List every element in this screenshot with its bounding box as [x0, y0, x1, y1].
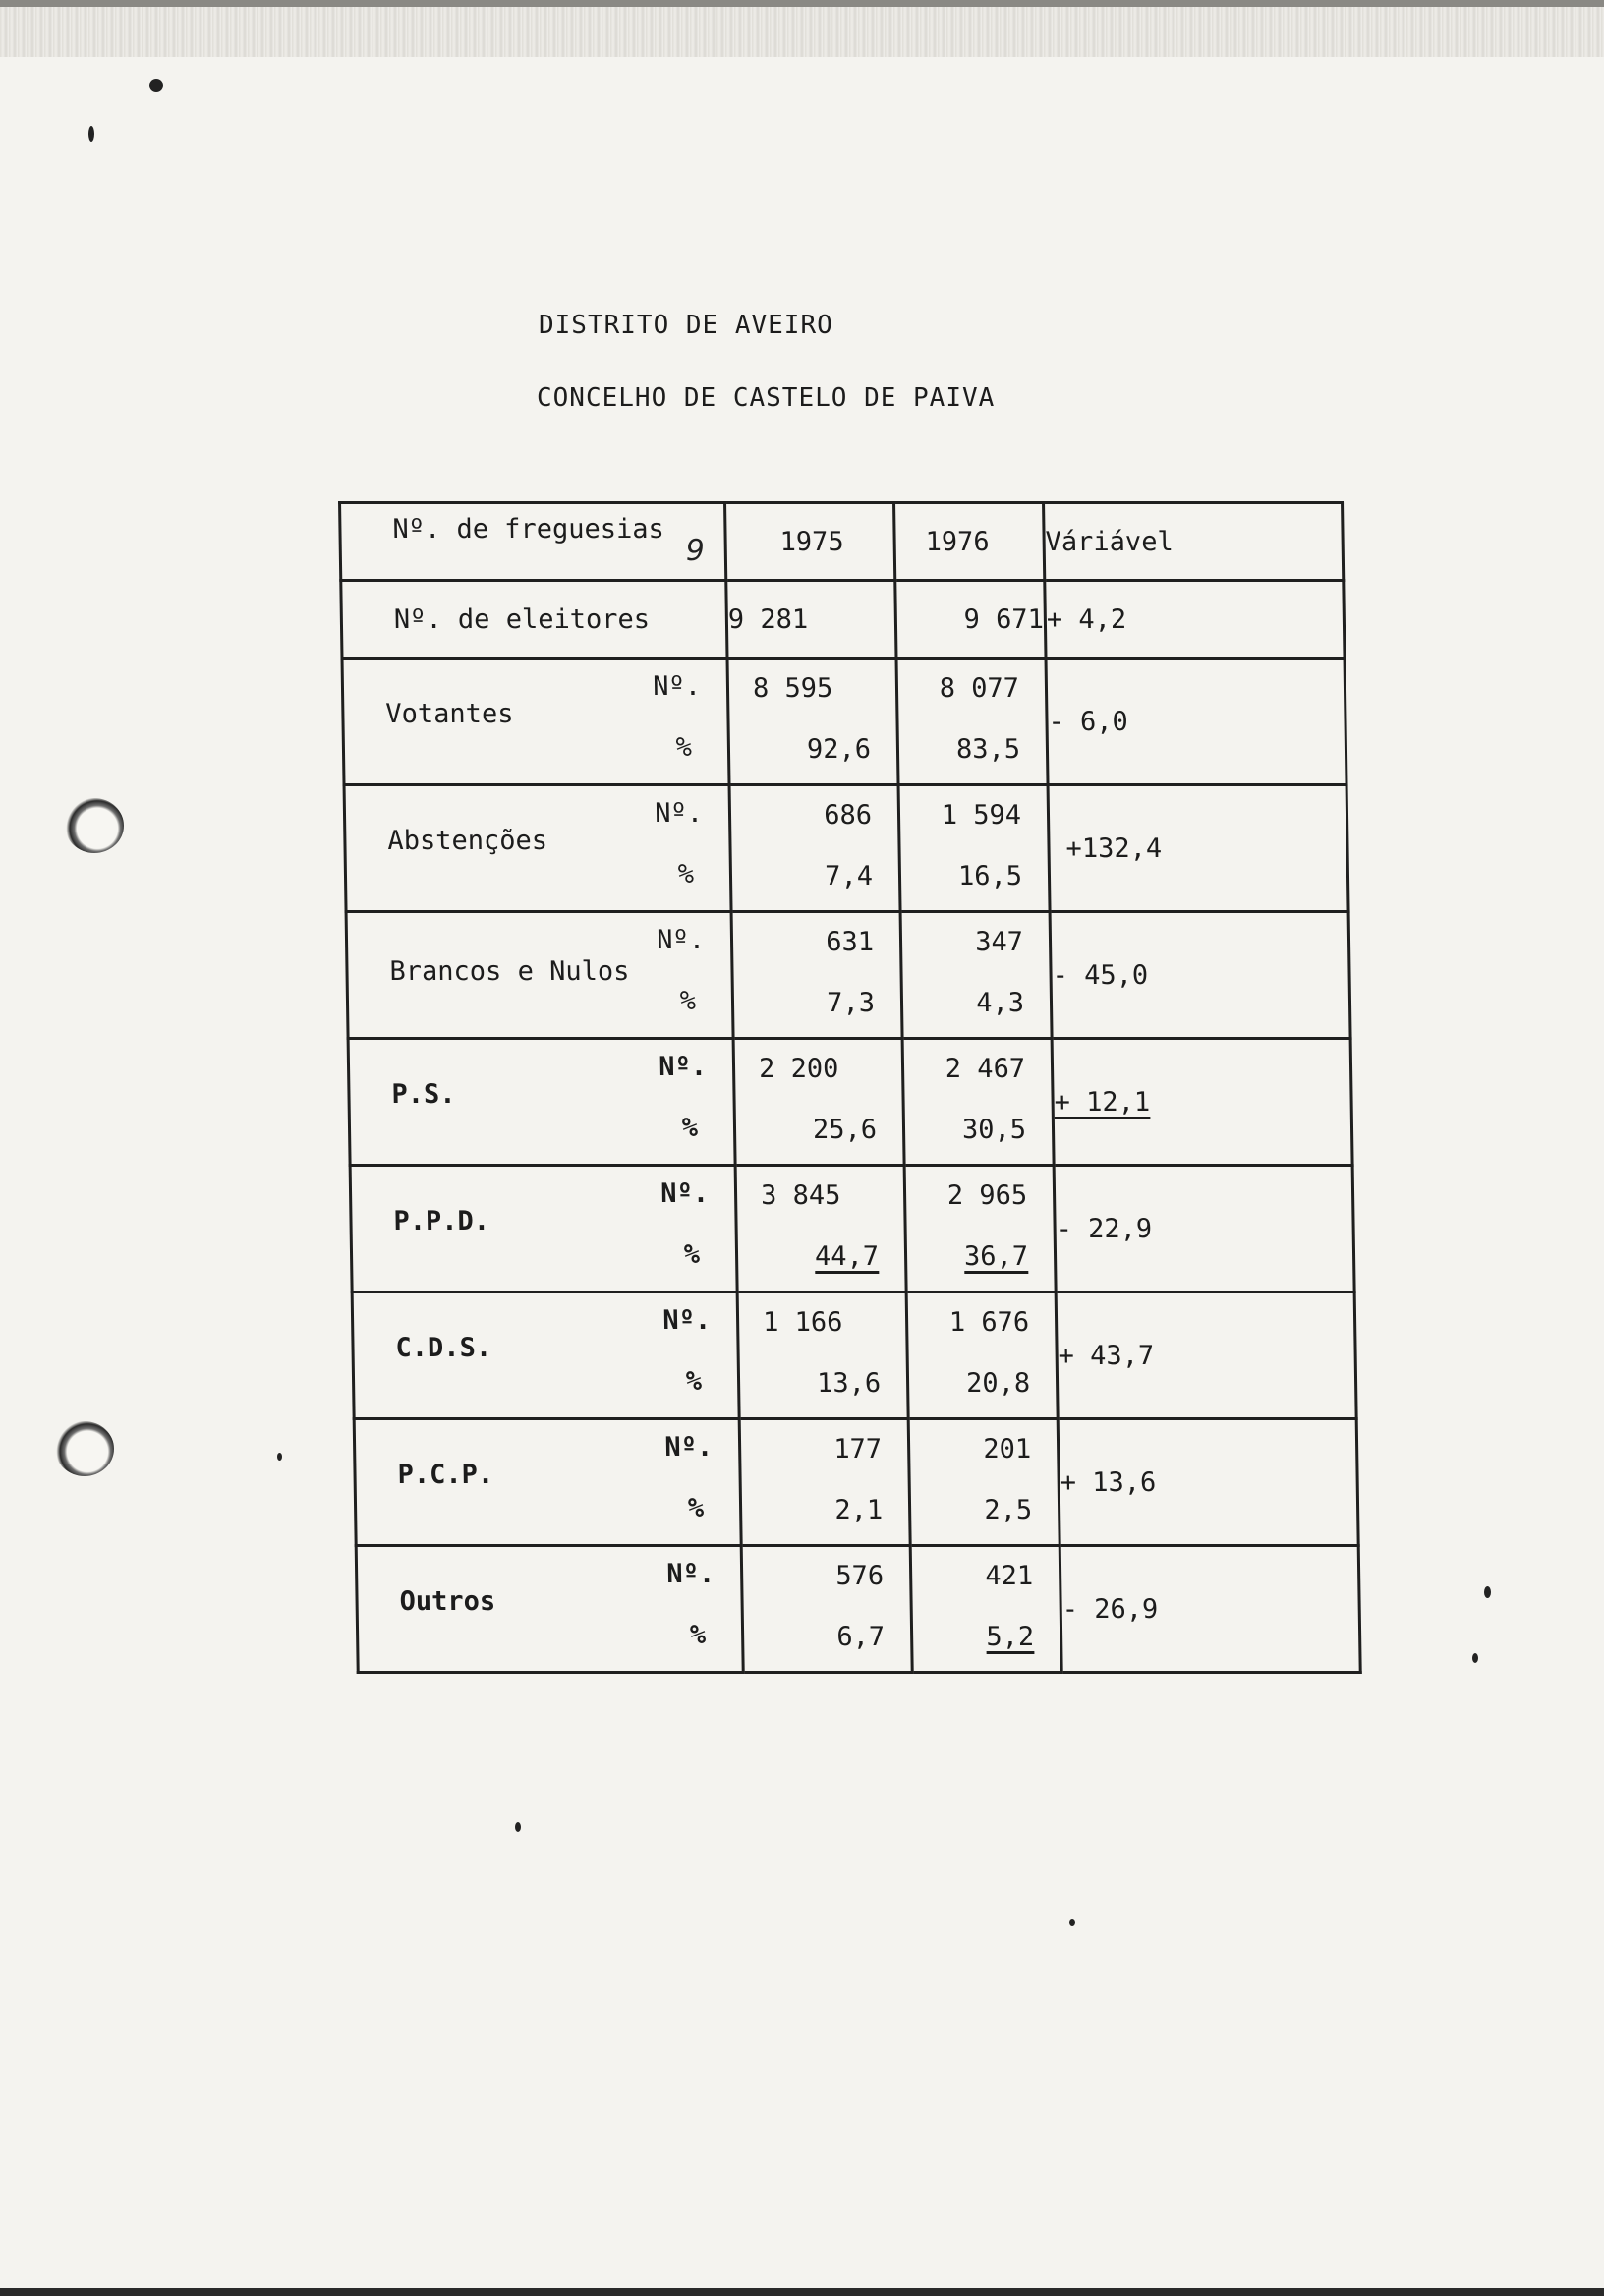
value-no-1975: 2 200 — [758, 1054, 839, 1084]
header-freguesias-cell — [340, 503, 726, 581]
row-pct-label: % — [683, 1239, 701, 1270]
value-pct-1975: 92,6 — [806, 734, 872, 765]
ink-speck — [277, 1453, 282, 1461]
row-label: Abstenções — [387, 826, 548, 856]
table-row — [348, 1039, 1352, 1166]
value-pct-1975: 25,6 — [812, 1115, 878, 1145]
row-label: Outros — [399, 1586, 496, 1617]
value-no-1975: 3 845 — [760, 1180, 841, 1211]
row-no-label: Nº. — [664, 1432, 714, 1463]
row-label: Brancos e Nulos — [389, 956, 630, 987]
table-row-eleitores — [341, 581, 1345, 659]
value-no-1976: 201 — [983, 1434, 1032, 1464]
table-header-row — [340, 503, 1344, 581]
table-row — [346, 912, 1350, 1039]
row-no-label: Nº. — [666, 1559, 716, 1589]
value-pct-1976: 2,5 — [984, 1495, 1033, 1525]
value-no-1976: 8 077 — [939, 673, 1020, 704]
header-year-1975: 1975 — [725, 503, 895, 581]
ink-speck — [1069, 1919, 1075, 1926]
value-pct-1975: 13,6 — [816, 1368, 882, 1399]
value-no-1976: 421 — [985, 1561, 1034, 1591]
ink-speck — [88, 126, 94, 142]
table-row — [344, 785, 1348, 912]
value-variation: - 26,9 — [1060, 1546, 1360, 1673]
value-pct-1975: 7,3 — [826, 988, 876, 1018]
header-freguesias-count: 9 — [685, 534, 706, 568]
eleitores-variation: + 4,2 — [1045, 581, 1345, 659]
value-variation: + 12,1 — [1052, 1039, 1352, 1166]
table-row — [350, 1166, 1354, 1292]
ink-speck — [515, 1822, 521, 1832]
value-pct-1975: 44,7 — [814, 1241, 880, 1272]
table-row — [352, 1292, 1356, 1419]
scan-top-edge — [0, 0, 1604, 7]
value-pct-1975: 6,7 — [836, 1622, 886, 1652]
value-no-1975: 576 — [835, 1561, 885, 1591]
header-freguesias-label: Nº. de freguesias — [392, 514, 665, 545]
scan-top-band — [0, 0, 1604, 57]
row-no-label: Nº. — [654, 798, 704, 829]
row-pct-label: % — [679, 986, 697, 1016]
row-no-label: Nº. — [652, 671, 702, 702]
value-no-1975: 686 — [823, 800, 873, 831]
eleitores-1976: 9 671 — [895, 581, 1046, 659]
value-variation: +132,4 — [1048, 785, 1348, 912]
value-pct-1975: 2,1 — [834, 1495, 884, 1525]
election-results-table — [338, 501, 1362, 1674]
value-pct-1976: 83,5 — [955, 734, 1021, 765]
ink-speck — [1484, 1586, 1491, 1598]
table-row — [342, 659, 1346, 785]
ink-speck — [149, 79, 163, 92]
row-pct-label: % — [685, 1366, 703, 1397]
value-pct-1976: 16,5 — [957, 861, 1023, 891]
row-no-label: Nº. — [659, 1052, 708, 1082]
district-title: DISTRITO DE AVEIRO — [539, 311, 833, 340]
value-no-1975: 1 166 — [762, 1307, 843, 1338]
row-no-label: Nº. — [662, 1305, 712, 1336]
row-label: P.C.P. — [397, 1460, 494, 1490]
row-label: P.S. — [391, 1079, 456, 1110]
value-pct-1975: 7,4 — [824, 861, 874, 891]
row-label: C.D.S. — [395, 1333, 492, 1363]
value-pct-1976: 30,5 — [961, 1115, 1027, 1145]
header-variation: Váriável — [1044, 503, 1344, 581]
row-pct-label: % — [677, 859, 695, 890]
row-label: Votantes — [385, 699, 514, 729]
row-label: P.P.D. — [393, 1206, 490, 1236]
row-pct-label: % — [689, 1620, 707, 1650]
value-no-1976: 1 594 — [941, 800, 1022, 831]
value-no-1975: 631 — [826, 927, 875, 957]
table-row — [356, 1546, 1360, 1673]
value-variation: - 6,0 — [1046, 659, 1346, 785]
value-pct-1976: 20,8 — [965, 1368, 1031, 1399]
value-variation: - 45,0 — [1050, 912, 1350, 1039]
eleitores-label: Nº. de eleitores — [341, 581, 727, 659]
value-pct-1976: 4,3 — [975, 988, 1025, 1018]
ink-speck — [1472, 1653, 1478, 1663]
row-pct-label: % — [687, 1493, 705, 1523]
value-no-1976: 2 467 — [945, 1054, 1026, 1084]
value-no-1975: 177 — [833, 1434, 883, 1464]
punch-hole-upper — [65, 798, 124, 853]
eleitores-1975: 9 281 — [726, 581, 896, 659]
table-row — [354, 1419, 1358, 1546]
row-pct-label: % — [675, 732, 693, 763]
value-pct-1976: 36,7 — [963, 1241, 1029, 1272]
header-year-1976: 1976 — [894, 503, 1045, 581]
value-variation: - 22,9 — [1054, 1166, 1354, 1292]
value-no-1976: 2 965 — [946, 1180, 1028, 1211]
row-pct-label: % — [681, 1113, 699, 1143]
municipality-title: CONCELHO DE CASTELO DE PAIVA — [537, 383, 996, 413]
value-variation: + 13,6 — [1058, 1419, 1358, 1546]
row-no-label: Nº. — [656, 925, 706, 955]
value-no-1975: 8 595 — [752, 673, 833, 704]
value-no-1976: 1 676 — [948, 1307, 1030, 1338]
value-variation: + 43,7 — [1056, 1292, 1356, 1419]
punch-hole-lower — [55, 1421, 114, 1476]
row-no-label: Nº. — [660, 1178, 710, 1209]
scan-bottom-edge — [0, 2288, 1604, 2296]
value-pct-1976: 5,2 — [986, 1622, 1035, 1652]
value-no-1976: 347 — [975, 927, 1024, 957]
